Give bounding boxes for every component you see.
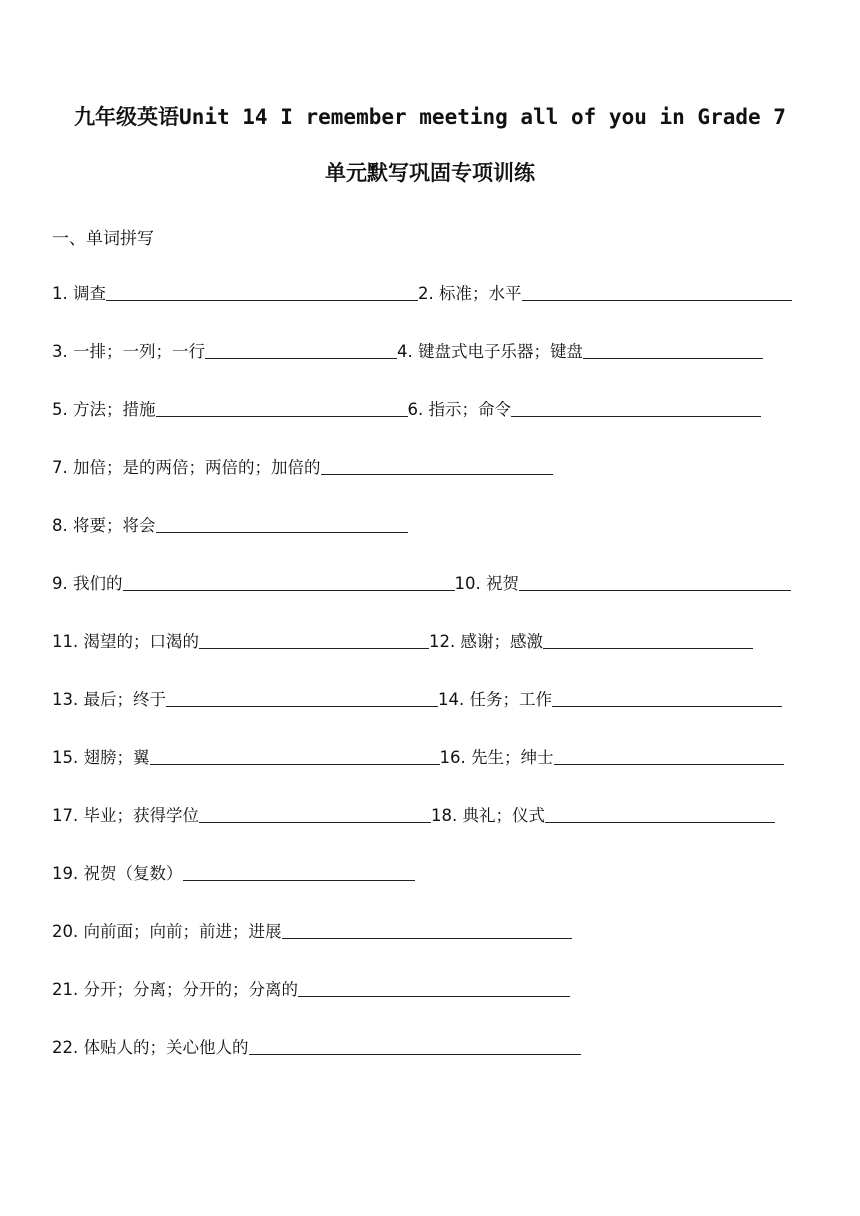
question-label: 20. 向前面；向前；前进；进展: [52, 922, 282, 941]
answer-blank[interactable]: [298, 978, 570, 997]
question-row: [52, 338, 763, 368]
answer-blank[interactable]: [183, 862, 415, 881]
question-label: 7. 加倍；是的两倍；两倍的；加倍的: [52, 458, 321, 477]
question-label: 17. 毕业；获得学位: [52, 806, 199, 825]
answer-blank[interactable]: [522, 282, 792, 301]
question-row: [52, 744, 784, 774]
question-row: [52, 280, 792, 310]
worksheet-title: 九年级英语Unit 14 I remember meeting all of you in Grade 7: [74, 105, 786, 129]
answer-blank[interactable]: [156, 398, 408, 417]
answer-blank[interactable]: [106, 282, 418, 301]
question-label: 22. 体贴人的；关心他人的: [52, 1038, 249, 1057]
question-label: 19. 祝贺（复数）: [52, 864, 183, 883]
question-label: 6. 指示；命令: [407, 400, 511, 419]
answer-blank[interactable]: [205, 340, 397, 359]
question-label: 9. 我们的: [52, 574, 123, 593]
answer-blank[interactable]: [156, 514, 408, 533]
answer-blank[interactable]: [150, 746, 440, 765]
answer-blank[interactable]: [199, 630, 429, 649]
question-row: [52, 1034, 581, 1064]
answer-blank[interactable]: [123, 572, 455, 591]
question-label: 3. 一排；一列；一行: [52, 342, 205, 361]
answer-blank[interactable]: [583, 340, 763, 359]
question-row: [52, 976, 570, 1006]
answer-blank[interactable]: [552, 688, 782, 707]
question-row: [52, 860, 415, 890]
answer-blank[interactable]: [545, 804, 775, 823]
worksheet-subtitle: 单元默写巩固专项训练: [325, 161, 535, 185]
question-label: 21. 分开；分离；分开的；分离的: [52, 980, 298, 999]
question-label: 18. 典礼；仪式: [431, 806, 545, 825]
question-label: 15. 翅膀；翼: [52, 748, 150, 767]
question-label: 10. 祝贺: [454, 574, 519, 593]
question-label: 5. 方法；措施: [52, 400, 156, 419]
answer-blank[interactable]: [282, 920, 572, 939]
question-row: [52, 512, 408, 542]
answer-blank[interactable]: [166, 688, 438, 707]
answer-blank[interactable]: [554, 746, 784, 765]
answer-blank[interactable]: [511, 398, 761, 417]
answer-blank[interactable]: [519, 572, 791, 591]
question-label: 1. 调查: [52, 284, 106, 303]
answer-blank[interactable]: [543, 630, 753, 649]
question-label: 8. 将要；将会: [52, 516, 156, 535]
answer-blank[interactable]: [199, 804, 431, 823]
answer-blank[interactable]: [249, 1036, 581, 1055]
question-row: [52, 570, 791, 600]
question-label: 14. 任务；工作: [438, 690, 552, 709]
question-label: 11. 渴望的；口渴的: [52, 632, 199, 651]
question-row: [52, 802, 775, 832]
question-row: [52, 628, 753, 658]
question-label: 13. 最后；终于: [52, 690, 166, 709]
question-row: [52, 396, 761, 426]
question-row: [52, 918, 572, 948]
question-label: 16. 先生；绅士: [439, 748, 554, 767]
answer-blank[interactable]: [321, 456, 553, 475]
question-row: [52, 686, 782, 716]
question-label: 4. 键盘式电子乐器；键盘: [397, 342, 583, 361]
section-heading: 一、单词拼写: [52, 229, 154, 249]
question-row: [52, 454, 553, 484]
question-label: 2. 标准；水平: [418, 284, 522, 303]
question-label: 12. 感谢；感激: [429, 632, 543, 651]
